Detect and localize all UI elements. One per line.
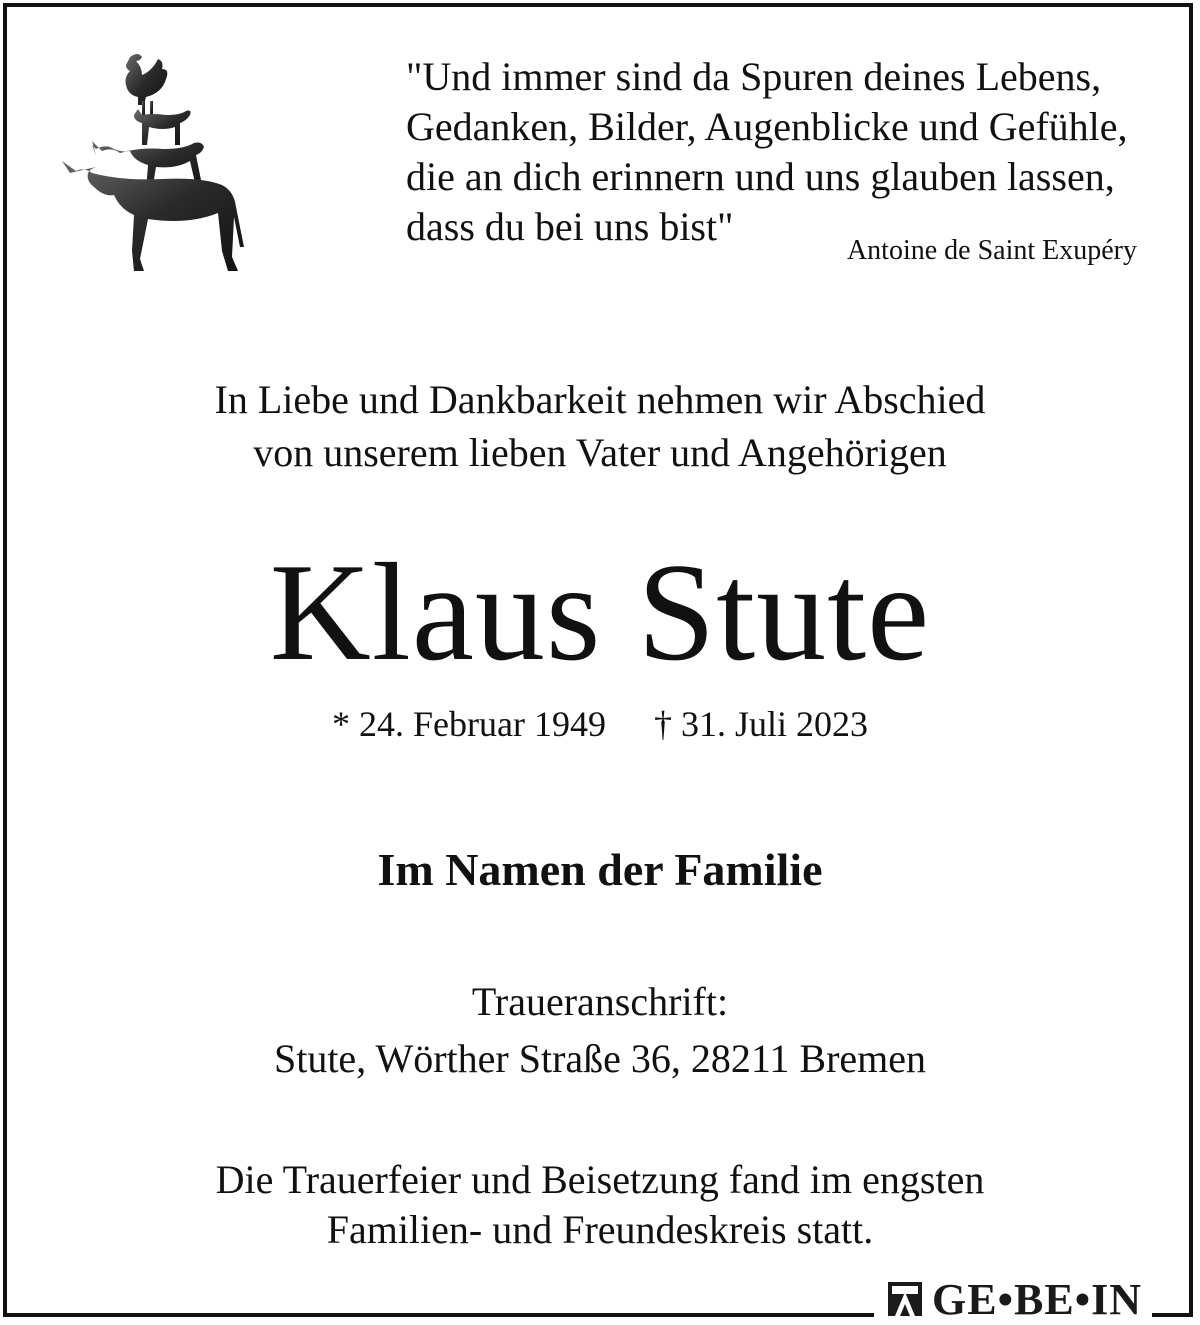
address-value: Stute, Wörther Straße 36, 28211 Bremen (273, 1036, 927, 1081)
quote-line: dass du bei uns bist" (406, 204, 734, 249)
farewell-intro (0, 373, 1200, 479)
gebein-logo-icon (884, 1278, 926, 1320)
life-dates (0, 700, 1200, 748)
bremen-town-musicians-statue-image (50, 45, 260, 315)
quote-line: "Und immer sind da Spuren deines Lebens, (406, 54, 1102, 99)
publisher-logo-text: GE•BE•IN (932, 1274, 1142, 1324)
ceremony-note (0, 1155, 1200, 1255)
family-signature: Im Namen der Familie (377, 844, 823, 895)
quote-author: Antoine de Saint Exupéry (846, 235, 1137, 266)
rooster-figure (126, 54, 168, 115)
memorial-quote (406, 52, 1166, 252)
birth-date: * 24. Februar 1949 (332, 704, 606, 744)
ceremony-line-2: Familien- und Freundeskreis statt. (326, 1207, 874, 1252)
ceremony-line-1: Die Trauerfeier und Beisetzung fand im engsten (215, 1157, 985, 1202)
intro-line-1: In Liebe und Dankbarkeit nehmen wir Abschied (214, 377, 986, 422)
mourning-address (0, 973, 1200, 1087)
death-date: † 31. Juli 2023 (653, 704, 868, 744)
intro-line-2: von unserem lieben Vater und Angehörigen (253, 430, 947, 475)
address-label: Traueranschrift: (471, 979, 729, 1024)
deceased-name: Klaus Stute (269, 535, 931, 690)
publisher-logo (874, 1275, 1152, 1323)
quote-line: Gedanken, Bilder, Augenblicke und Gefühle, (406, 104, 1128, 149)
quote-line: die an dich erinnern und uns glauben lassen, (406, 154, 1115, 199)
